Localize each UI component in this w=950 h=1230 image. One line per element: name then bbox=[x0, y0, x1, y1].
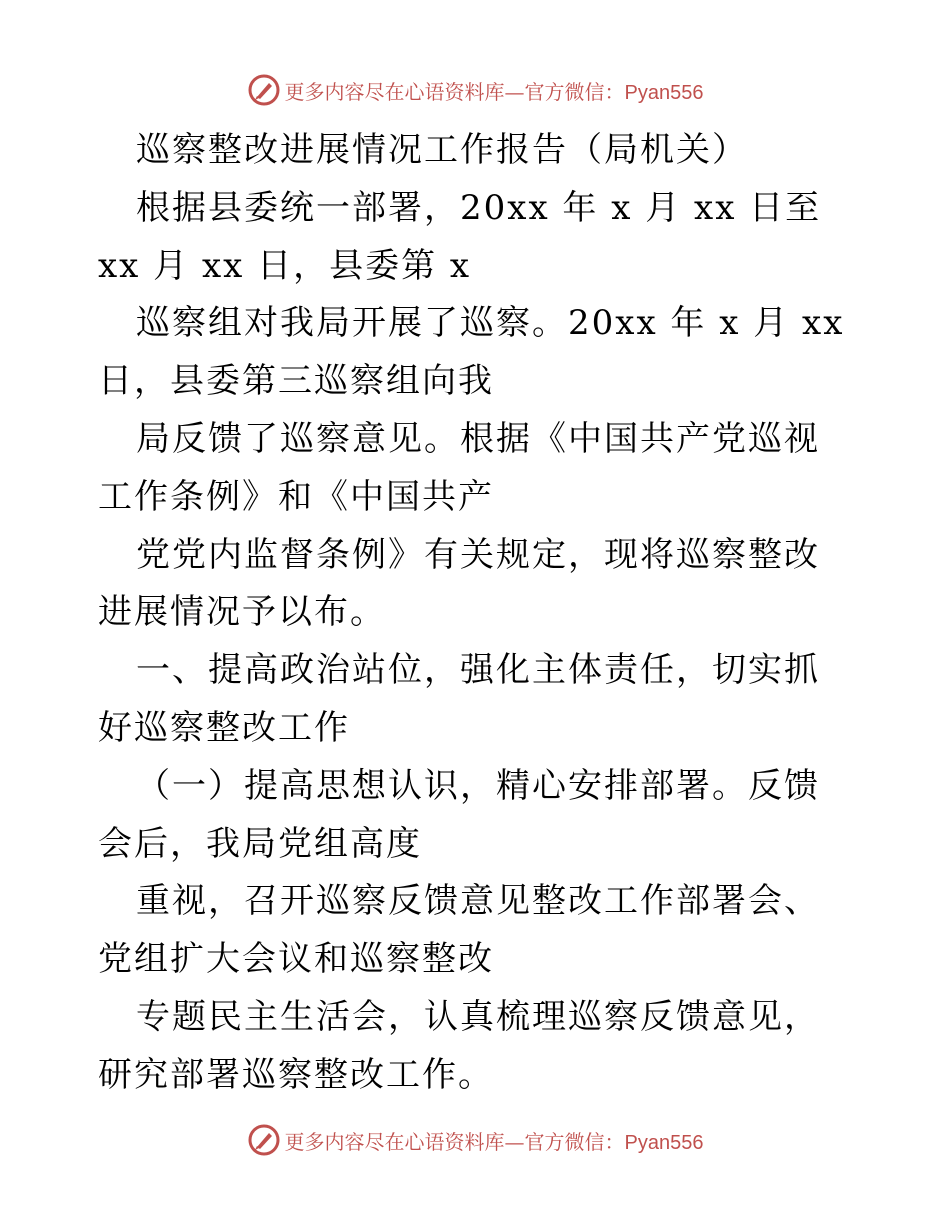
banner-separator: — bbox=[504, 1129, 525, 1154]
subsection-heading: （一）提高思想认识，精心安排部署。反馈会后，我局党组高度 bbox=[98, 765, 820, 864]
paragraph-line: 局反馈了巡察意见。根据《中国共产党巡视工作条例》和《中国共产 bbox=[98, 418, 820, 517]
seal-quill-icon bbox=[247, 1123, 281, 1157]
paragraph-line: 根据县委统一部署，20xx 年 x 月 xx 日至 xx 月 xx 日，县委第 x bbox=[98, 187, 834, 286]
paragraph-line: 巡察组对我局开展了巡察。20xx 年 x 月 xx 日，县委第三巡察组向我 bbox=[98, 303, 858, 402]
banner-contact-id: Pyan556 bbox=[624, 1131, 704, 1154]
document-title: 巡察整改进展情况工作报告（局机关） bbox=[136, 130, 748, 170]
banner-brand: 更多内容尽在心语资料库 bbox=[284, 79, 505, 104]
banner-contact-label: 官方微信： bbox=[524, 1129, 625, 1154]
banner-contact-label: 官方微信： bbox=[524, 79, 625, 104]
document-body bbox=[98, 122, 858, 1105]
banner-contact-id: Pyan556 bbox=[624, 81, 704, 104]
banner-separator: — bbox=[504, 79, 525, 104]
paragraph-line: 重视，召开巡察反馈意见整改工作部署会、党组扩大会议和巡察整改 bbox=[98, 881, 820, 980]
section-heading: 一、提高政治站位，强化主体责任，切实抓好巡察整改工作 bbox=[98, 650, 820, 748]
header-watermark-banner bbox=[0, 70, 950, 110]
banner-brand: 更多内容尽在心语资料库 bbox=[284, 1129, 505, 1154]
paragraph-line: 党党内监督条例》有关规定，现将巡察整改进展情况予以布。 bbox=[98, 534, 820, 633]
seal-quill-icon bbox=[247, 73, 281, 107]
paragraph-line: 专题民主生活会，认真梳理巡察反馈意见，研究部署巡察整改工作。 bbox=[98, 996, 820, 1095]
footer-watermark-banner bbox=[0, 1120, 950, 1160]
